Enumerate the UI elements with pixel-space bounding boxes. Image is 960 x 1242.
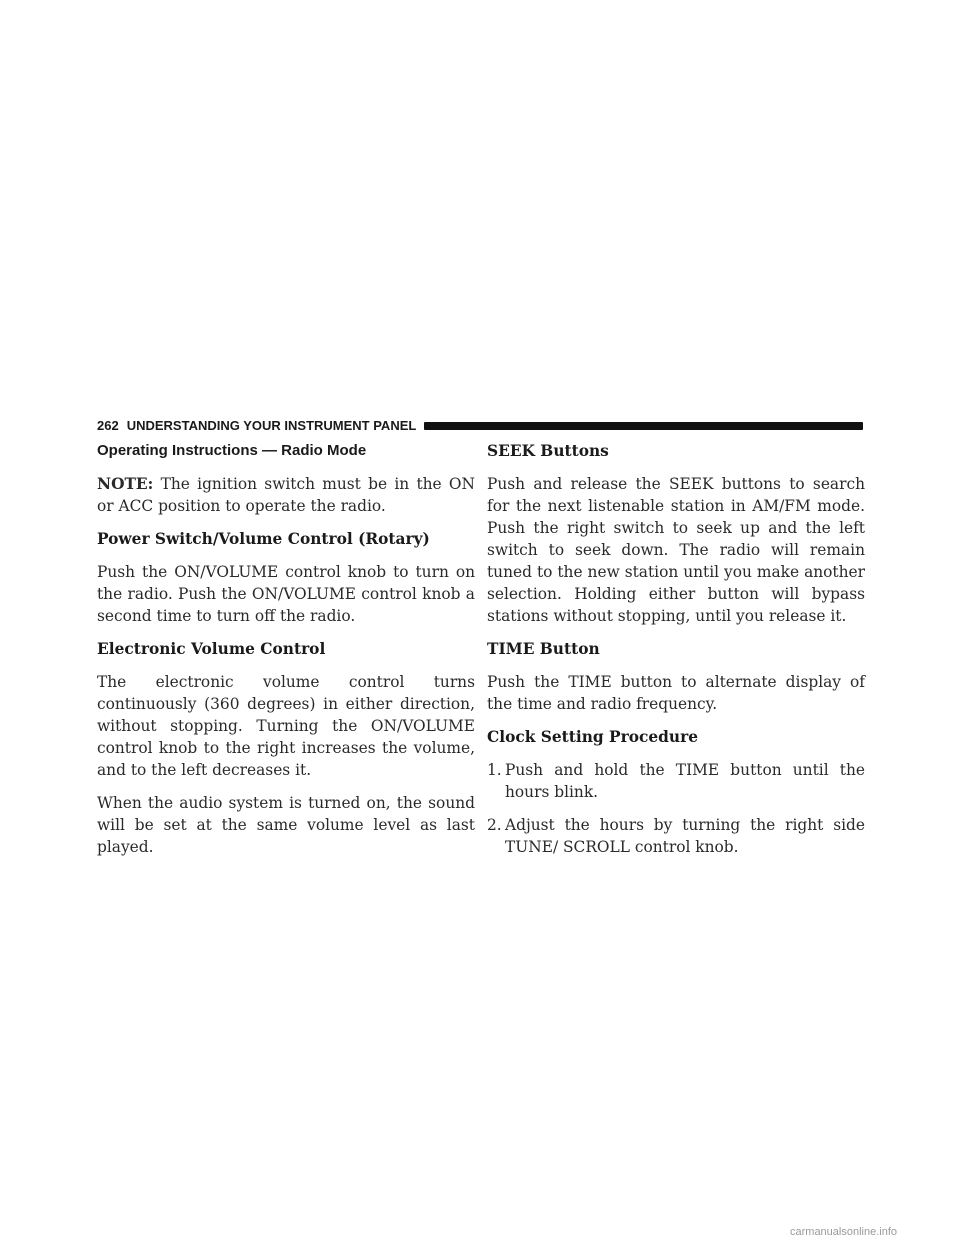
step-number: 1. [487, 761, 502, 779]
step-text: Adjust the hours by turning the right side TUNE/ SCROLL control knob. [505, 816, 865, 856]
list-item [487, 814, 865, 858]
section-heading: Operating Instructions — Radio Mode [97, 442, 367, 459]
power-heading: Power Switch/Volume Control (Rotary) [97, 530, 430, 548]
page-number: 262 [97, 418, 119, 433]
step-text: Push and hold the TIME button until the hours blink. [505, 761, 865, 801]
step-number: 2. [487, 816, 502, 834]
right-column [487, 440, 865, 869]
power-paragraph: Push the ON/VOLUME control knob to turn on the radio. Push the ON/VOLUME control knob a second time to turn off the radio. [97, 563, 475, 625]
left-column [97, 440, 475, 869]
note-text: The ignition switch must be in the ON or ACC position to operate the radio. [97, 475, 475, 515]
note-label: NOTE: [97, 475, 154, 493]
page-header [97, 418, 863, 434]
time-heading: TIME Button [487, 640, 600, 658]
volume-paragraph: The electronic volume control turns continuously (360 degrees) in either direction, without stopping. Turning the ON/VOLUME control knob to the right increases the volume, and to the left decreases it. [97, 673, 475, 779]
watermark: carmanualsonline.info [790, 1226, 898, 1238]
list-item [487, 759, 865, 803]
header-rule [424, 422, 863, 430]
time-paragraph: Push the TIME button to alternate display of the time and radio frequency. [487, 673, 865, 713]
note-paragraph [97, 473, 475, 517]
seek-paragraph: Push and release the SEEK buttons to search for the next listenable station in AM/FM mode. Push the right switch to seek up and the left switch to seek down. The radio will remain tuned to the new station until you make another selection. Holding either button will bypass stations without stopping, until you release it. [487, 475, 865, 625]
volume-paragraph-2: When the audio system is turned on, the sound will be set at the same volume level as last played. [97, 794, 475, 856]
section-title: UNDERSTANDING YOUR INSTRUMENT PANEL [126, 418, 417, 433]
volume-heading: Electronic Volume Control [97, 640, 326, 658]
seek-heading: SEEK Buttons [487, 442, 609, 460]
clock-heading: Clock Setting Procedure [487, 728, 698, 746]
